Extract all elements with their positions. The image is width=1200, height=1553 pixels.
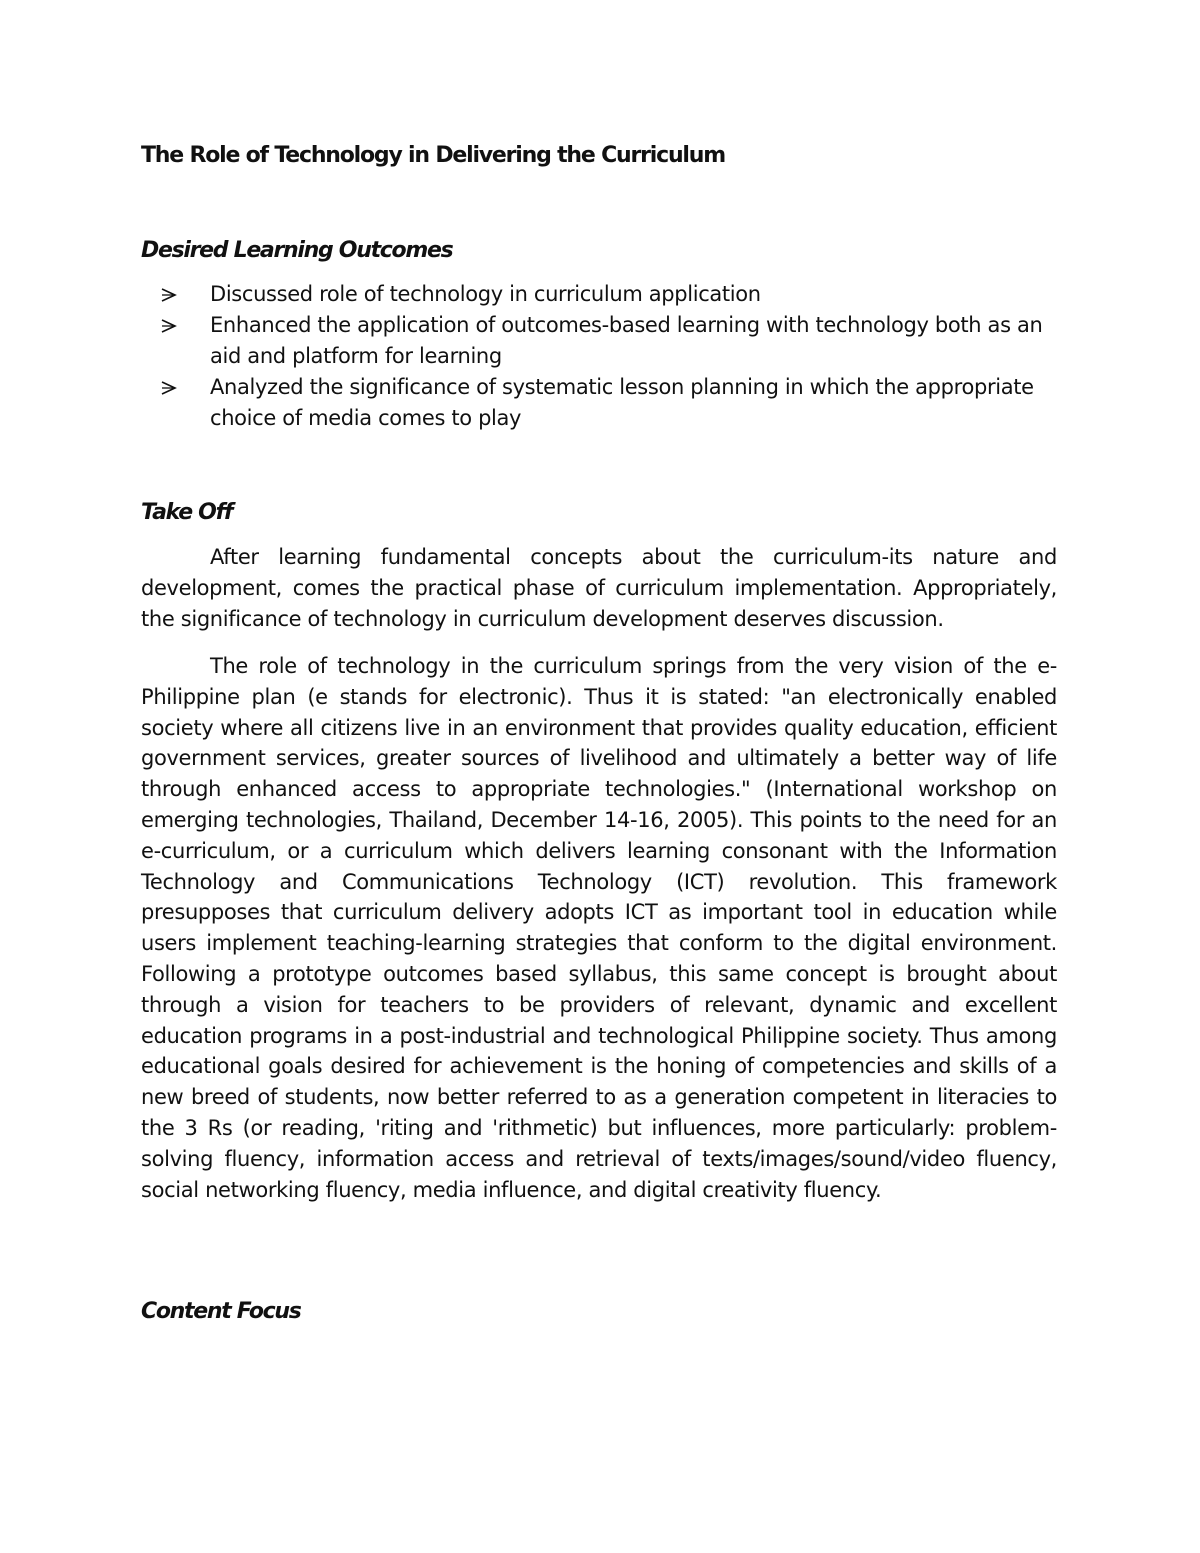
section-heading-content-focus: Content Focus: [141, 1299, 301, 1324]
document-title: The Role of Technology in Delivering the Curriculum: [141, 143, 725, 168]
list-item: [141, 310, 1058, 372]
paragraph-role-of-technology: The role of technology in the curriculum springs from the very vision of the e-Philippine plan (e stands for electronic). Thus it is stated: "an electronically enabled society where all citizens live in an environment that provides quality education, efficient government services, greater sources of livelihood and ultimately a better way of life through enhanced access to appropriate technologies." (International workshop on emerging technologies, Thailand, December 14-16, 2005). This points to the need for an e-curriculum, or a curriculum which delivers learning consonant with the Information Technology and Communications Technology (ICT) revolution. This framework presupposes that curriculum delivery adopts ICT as important tool in education while users implement teaching-learning strategies that conform to the digital environment. Following a prototype outcomes based syllabus, this same concept is brought about through a vision for teachers to be providers of relevant, dynamic and excellent education programs in a post-industrial and technological Philippine society. Thus among educational goals desired for achievement is the honing of competencies and skills of a new breed of students, now better referred to as a generation competent in literacies to the 3 Rs (or reading, 'riting and 'rithmetic) but influences, more particularly: problem-solving fluency, information access and retrieval of texts/images/sound/video fluency, social networking fluency, media influence, and digital creativity fluency.: [141, 654, 1057, 1202]
outcome-text: Discussed role of technology in curriculum application: [210, 282, 761, 306]
list-item: [141, 279, 1058, 310]
arrow-bullet-icon: [161, 319, 177, 333]
paragraph-intro: After learning fundamental concepts about the curriculum-its nature and development, comes the practical phase of curriculum implementation. Appropriately, the significance of technology in curriculum development deserves discussion.: [141, 545, 1057, 631]
arrow-bullet-icon: [161, 288, 177, 302]
outcome-text: Enhanced the application of outcomes-based learning with technology both as an aid and platform for learning: [210, 313, 1043, 368]
section-heading-take-off: Take Off: [141, 500, 233, 525]
arrow-bullet-icon: [161, 381, 177, 395]
section-heading-outcomes: Desired Learning Outcomes: [141, 238, 453, 263]
list-item: [141, 372, 1058, 434]
outcomes-list: [141, 279, 1061, 434]
outcome-text: Analyzed the significance of systematic lesson planning in which the appropriate choice of media comes to play: [210, 375, 1034, 430]
